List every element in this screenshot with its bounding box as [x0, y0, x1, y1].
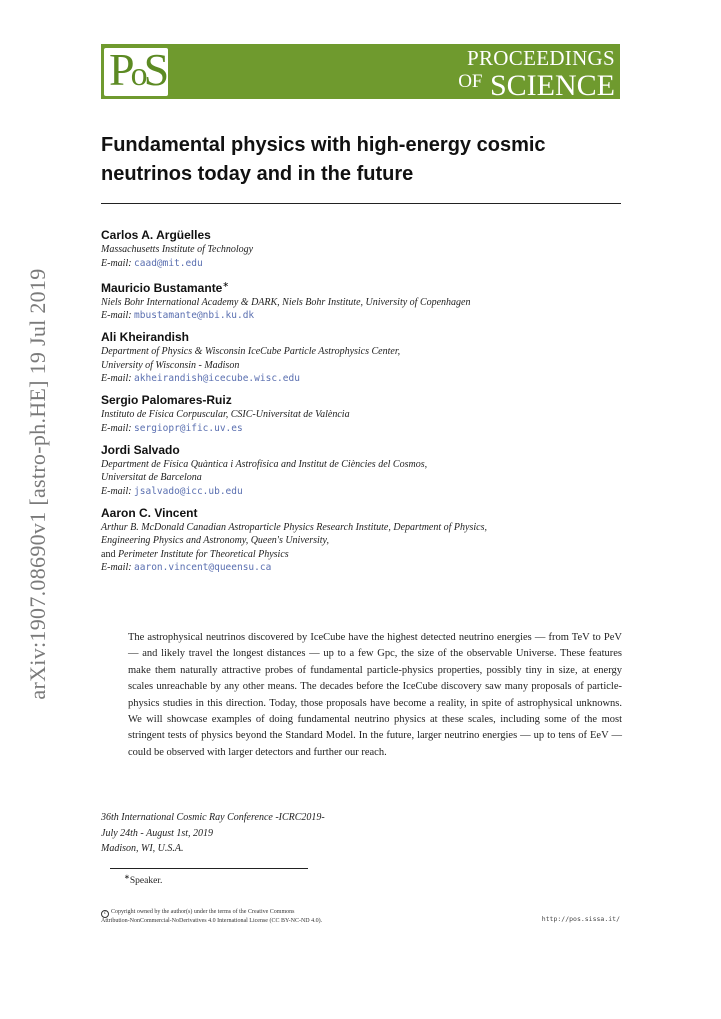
- author-email[interactable]: mbustamante@nbi.ku.dk: [134, 310, 255, 321]
- conference-name: 36th International Cosmic Ray Conference -ICRC2019-: [101, 812, 325, 823]
- email-label: E-mail:: [101, 310, 132, 321]
- title-rule: [101, 203, 621, 204]
- author-block: [101, 392, 621, 436]
- author-affiliation: Arthur B. McDonald Canadian Astroparticle Physics Research Institute, Department of Physics,: [101, 521, 487, 533]
- author-affiliation: Engineering Physics and Astronomy, Queen's University,: [101, 535, 329, 546]
- copyright-icon: c: [101, 910, 109, 918]
- conference-location: Madison, WI, U.S.A.: [101, 843, 184, 854]
- pos-logo: PoS: [109, 44, 166, 95]
- title-line: Fundamental physics with high-energy cosmic: [101, 134, 546, 156]
- email-label: E-mail:: [101, 485, 132, 497]
- author-block: [101, 227, 621, 271]
- footnote: [124, 873, 162, 886]
- author-block: [101, 505, 621, 576]
- pos-url-link[interactable]: http://pos.sissa.it/: [541, 915, 620, 923]
- author-block: [101, 277, 621, 324]
- author-email[interactable]: caad@mit.edu: [134, 257, 203, 269]
- author-affiliation: Instituto de Física Corpuscular, CSIC-Universitat de València: [101, 409, 350, 420]
- author-affiliation: Massachusetts Institute of Technology: [101, 244, 254, 255]
- copyright-line: Copyright owned by the author(s) under the terms of the Creative Commons: [111, 909, 295, 915]
- author-email[interactable]: aaron.vincent@queensu.ca: [134, 562, 272, 573]
- author-name: Sergio Palomares-Ruiz: [101, 393, 232, 407]
- proceedings-label: PROCEEDINGS: [467, 46, 615, 70]
- copyright-line: Attribution-NonCommercial-NoDerivatives 4.0 International License (CC BY-NC-ND 4.0).: [101, 918, 323, 924]
- author-block: [101, 329, 621, 386]
- conference-dates: July 24th - August 1st, 2019: [101, 827, 214, 839]
- author-block: [101, 442, 621, 499]
- abstract: The astrophysical neutrinos discovered by IceCube have the highest detected neutrino energies — from TeV to PeV — and likely travel the longest distances — up to a few Gpc, the size of the observable Universe. These features make them naturally attractive probes of fundamental particle-physics properties, possibly tiny in size, at energy scales unreachable by any other means. The decades before the IceCube discovery saw many proposals of particle-physics studies in this direction. Today, those proposals have become a reality, in spite of astrophysical unknowns. We will showcase examples of doing fundamental neutrino physics at these scales, including some of the most stringent tests of physics beyond the Standard Model. In the future, larger neutrino energies — up to tens of EeV — could be observed with larger detectors and further our reach.: [128, 632, 622, 758]
- author-name: Aaron C. Vincent: [101, 505, 198, 520]
- email-label: E-mail:: [101, 422, 132, 434]
- author-email[interactable]: sergiopr@ific.uv.es: [134, 422, 243, 434]
- footnote-rule: [110, 868, 308, 869]
- author-affiliation: and Perimeter Institute for Theoretical Physics: [101, 548, 289, 560]
- paper-title: [101, 131, 621, 189]
- author-list: [101, 227, 621, 581]
- conference-info: [101, 810, 325, 857]
- footnote-text: Speaker.: [129, 876, 163, 887]
- author-name: Carlos A. Argüelles: [101, 228, 211, 242]
- of-science-label: $^{OF}$ SCIENCE: [458, 69, 615, 102]
- author-name: Mauricio Bustamante∗: [101, 279, 230, 295]
- email-label: E-mail:: [101, 373, 132, 384]
- copyright-notice: [101, 909, 322, 926]
- author-name: Jordi Salvado: [101, 442, 180, 457]
- title-line: neutrinos today and in the future: [101, 163, 414, 185]
- author-affiliation: Department of Physics & Wisconsin IceCube Particle Astrophysics Center,: [101, 346, 401, 357]
- author-affiliation: Universitat de Barcelona: [101, 472, 202, 483]
- author-name: Ali Kheirandish: [101, 330, 190, 344]
- author-email[interactable]: akheirandish@icecube.wisc.edu: [134, 373, 300, 384]
- arxiv-stamp: arXiv:1907.08690v1 [astro-ph.HE] 19 Jul 2019: [25, 268, 50, 700]
- footnote-mark: ∗: [124, 873, 130, 881]
- author-email[interactable]: jsalvado@icc.ub.edu: [134, 485, 243, 497]
- email-label: E-mail:: [101, 562, 132, 573]
- author-affiliation: Department de Física Quàntica i Astrofísica and Institut de Ciències del Cosmos,: [101, 458, 428, 470]
- speaker-mark: ∗: [222, 279, 230, 289]
- email-label: E-mail:: [101, 257, 132, 269]
- author-affiliation: University of Wisconsin - Madison: [101, 359, 240, 371]
- author-affiliation: Niels Bohr International Academy & DARK, Niels Bohr Institute, University of Copenhagen: [101, 296, 471, 308]
